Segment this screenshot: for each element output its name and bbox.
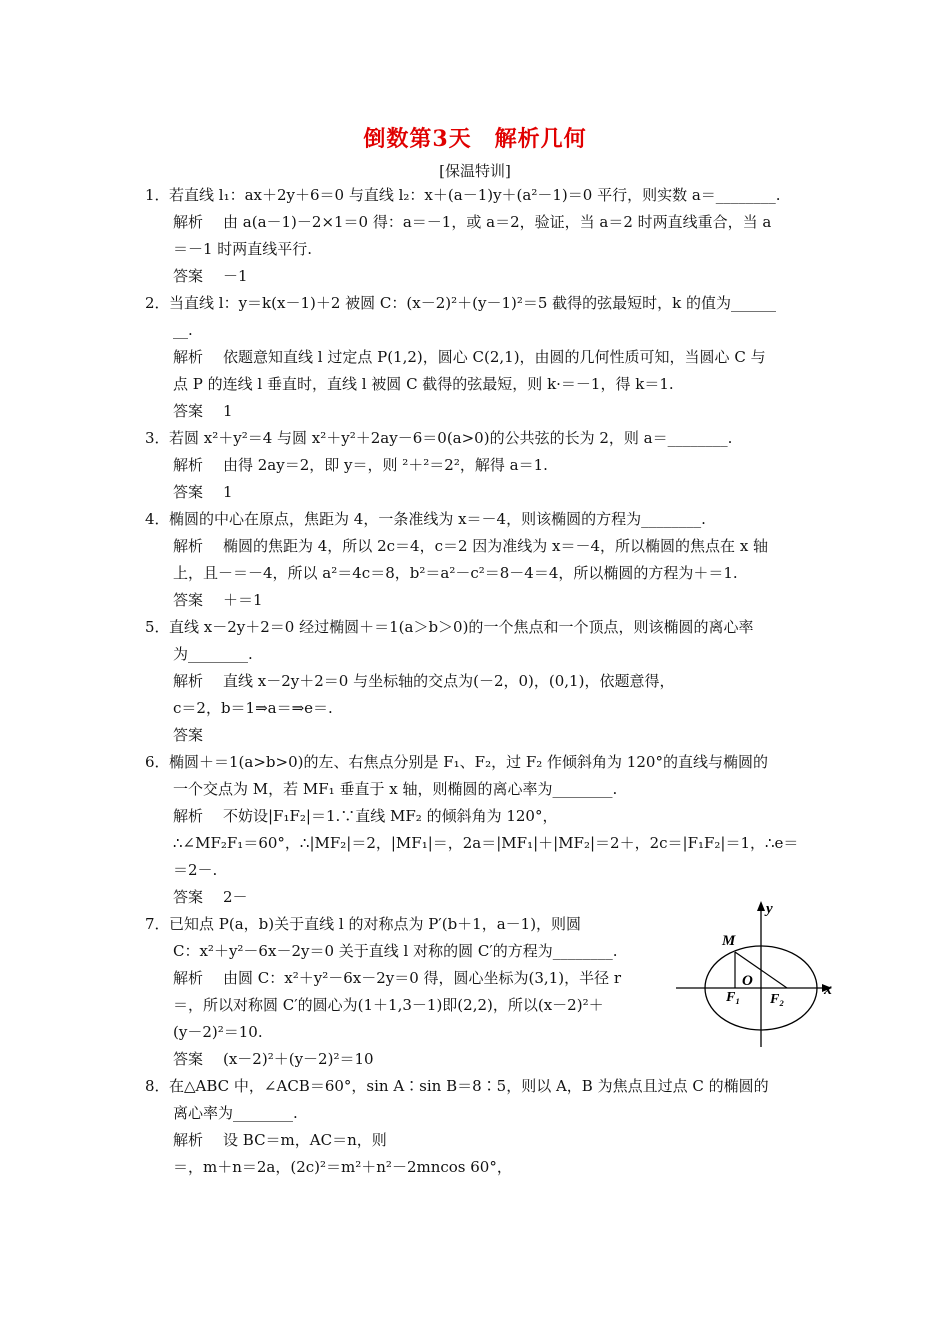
problem-number: 1．	[145, 186, 170, 204]
question-text: C：x²＋y²－6x－2y＝0 关于直线 l 对称的圆 C′的方程为________.	[173, 942, 618, 960]
problem-number: 5．	[145, 618, 170, 636]
answer-line	[145, 479, 810, 506]
analysis-line	[145, 803, 810, 830]
answer-line	[145, 398, 810, 425]
question-text: 椭圆的中心在原点，焦距为 4，一条准线为 x＝－4，则该椭圆的方程为________.	[169, 510, 706, 528]
analysis-text: 依题意知直线 l 过定点 P(1,2)，圆心 C(2,1)，由圆的几何性质可知，当圆心 C 与	[223, 348, 766, 366]
analysis-text: 由 a(a－1)－2×1＝0 得：a＝－1，或 a＝2，验证，当 a＝2 时两直线重合，当 a	[223, 213, 772, 231]
analysis-label: 解析	[173, 456, 204, 474]
question-line	[145, 425, 810, 452]
page-title: 倒数第3天 解析几何	[363, 126, 587, 152]
question-line	[145, 1073, 810, 1100]
analysis-text: 上，且－＝－4，所以 a²＝4c＝8，b²＝a²－c²＝8－4＝4，所以椭圆的方程为＋＝1.	[173, 564, 738, 582]
y-axis-arrow	[757, 901, 765, 911]
analysis-line	[145, 857, 810, 884]
analysis-line	[145, 452, 810, 479]
answer-label: 答案	[173, 591, 204, 609]
analysis-line	[145, 371, 810, 398]
label-x: x	[824, 981, 832, 998]
ellipse-figure	[672, 897, 840, 1049]
question-line	[145, 290, 810, 317]
answer-line	[145, 722, 810, 749]
answer-text: 1	[223, 402, 233, 420]
analysis-label: 解析	[173, 672, 204, 690]
analysis-text: 直线 x－2y＋2＝0 与坐标轴的交点为(－2，0)，(0,1)，依题意得，	[223, 672, 675, 690]
problem-number: 6．	[145, 753, 170, 771]
analysis-line	[145, 533, 810, 560]
analysis-text: 由圆 C：x²＋y²－6x－2y＝0 得，圆心坐标为(3,1)，半径 r	[223, 969, 622, 987]
answer-line	[145, 587, 810, 614]
question-text: 一个交点为 M，若 MF₁ 垂直于 x 轴，则椭圆的离心率为________.	[173, 780, 618, 798]
analysis-text: 设 BC＝m，AC＝n，则	[223, 1131, 387, 1149]
question-text: 若直线 l₁：ax＋2y＋6＝0 与直线 l₂：x＋(a－1)y＋(a²－1)＝0 平行，则实数 a＝________.	[169, 186, 781, 204]
answer-text: 2－	[223, 888, 248, 906]
analysis-line	[145, 695, 810, 722]
question-line	[145, 182, 810, 209]
label-f1: F₁	[726, 990, 741, 1005]
section-subtitle: [保温特训]	[439, 162, 511, 180]
question-text: 在△ABC 中，∠ACB＝60°，sin A∶sin B＝8∶5，则以 A，B 为焦点且过点 C 的椭圆的	[169, 1077, 769, 1095]
label-f2: F₂	[770, 992, 785, 1007]
analysis-label: 解析	[173, 807, 204, 825]
analysis-line	[145, 992, 673, 1019]
label-m: M	[722, 933, 736, 949]
analysis-text: ＝2－.	[173, 861, 218, 879]
answer-text: 1	[223, 483, 233, 501]
answer-label: 答案	[173, 888, 204, 906]
question-text: 离心率为________.	[173, 1104, 298, 1122]
analysis-text: ＝，m＋n＝2a，(2c)²＝m²＋n²－2mncos 60°，	[173, 1158, 512, 1176]
analysis-label: 解析	[173, 348, 204, 366]
question-line	[145, 317, 810, 344]
question-line	[145, 938, 673, 965]
question-line	[145, 1100, 810, 1127]
answer-label: 答案	[173, 726, 204, 744]
question-text: 已知点 P(a，b)关于直线 l 的对称点为 P′(b＋1，a－1)，则圆	[169, 915, 582, 933]
analysis-line	[145, 1019, 673, 1046]
analysis-line	[145, 236, 810, 263]
analysis-label: 解析	[173, 537, 204, 555]
answer-text: －1	[223, 267, 248, 285]
analysis-line	[145, 344, 810, 371]
question-text: 若圆 x²＋y²＝4 与圆 x²＋y²＋2ay－6＝0(a>0)的公共弦的长为 2，则 a＝________.	[169, 429, 733, 447]
question-line	[145, 911, 645, 938]
question-line	[145, 776, 810, 803]
analysis-line	[145, 209, 810, 236]
analysis-line	[145, 965, 673, 992]
problem-number: 8．	[145, 1077, 170, 1095]
problem-number: 2．	[145, 294, 170, 312]
question-text: 直线 x－2y＋2＝0 经过椭圆＋＝1(a＞b＞0)的一个焦点和一个顶点，则该椭圆的离心率	[169, 618, 754, 636]
question-text: 为________.	[173, 645, 253, 663]
analysis-text: ∴∠MF₂F₁＝60°，∴|MF₂|＝2，|MF₁|＝，2a＝|MF₁|＋|MF₂|＝2＋，2c＝|F₁F₂|＝1，∴e＝	[173, 834, 799, 852]
answer-text: ＋＝1	[223, 591, 263, 609]
analysis-text: ＝，所以对称圆 C′的圆心为(1＋1,3－1)即(2,2)，所以(x－2)²＋	[173, 996, 604, 1014]
analysis-line	[145, 1127, 810, 1154]
question-line	[145, 641, 810, 668]
problem-number: 3．	[145, 429, 170, 447]
question-text: __.	[173, 321, 193, 339]
analysis-line	[145, 668, 810, 695]
problem-number: 4．	[145, 510, 170, 528]
analysis-text: c＝2，b＝1⇒a＝⇒e＝.	[173, 699, 333, 717]
answer-label: 答案	[173, 483, 204, 501]
answer-label: 答案	[173, 1050, 204, 1068]
analysis-text: (y－2)²＝10.	[173, 1023, 263, 1041]
label-y: y	[766, 901, 773, 917]
label-o: O	[742, 973, 753, 989]
analysis-label: 解析	[173, 1131, 204, 1149]
analysis-line	[145, 1154, 810, 1181]
problem-number: 7．	[145, 915, 170, 933]
analysis-text: 由得 2ay＝2，即 y＝，则 ²＋²＝2²，解得 a＝1.	[223, 456, 548, 474]
analysis-line	[145, 830, 810, 857]
analysis-text: 不妨设|F₁F₂|＝1.∵直线 MF₂ 的倾斜角为 120°，	[223, 807, 558, 825]
question-line	[145, 506, 810, 533]
analysis-text: ＝－1 时两直线平行.	[173, 240, 313, 258]
answer-label: 答案	[173, 267, 204, 285]
answer-text: (x－2)²＋(y－2)²＝10	[223, 1050, 374, 1068]
answer-label: 答案	[173, 402, 204, 420]
analysis-text: 椭圆的焦距为 4，所以 2c＝4，c＝2 因为准线为 x＝－4，所以椭圆的焦点在 x 轴	[223, 537, 769, 555]
analysis-label: 解析	[173, 213, 204, 231]
question-text: 椭圆＋＝1(a>b>0)的左、右焦点分别是 F₁、F₂，过 F₂ 作倾斜角为 120°的直线与椭圆的	[169, 753, 768, 771]
question-text: 当直线 l：y＝k(x－1)＋2 被圆 C：(x－2)²＋(y－1)²＝5 截得的弦最短时，k 的值为______	[169, 294, 777, 312]
question-line	[145, 749, 810, 776]
analysis-text: 点 P 的连线 l 垂直时，直线 l 被圆 C 截得的弦最短，则 k·＝－1，得 k＝1.	[173, 375, 674, 393]
answer-line	[145, 263, 810, 290]
question-line	[145, 614, 810, 641]
analysis-line	[145, 560, 810, 587]
analysis-label: 解析	[173, 969, 204, 987]
answer-line	[145, 1046, 810, 1073]
